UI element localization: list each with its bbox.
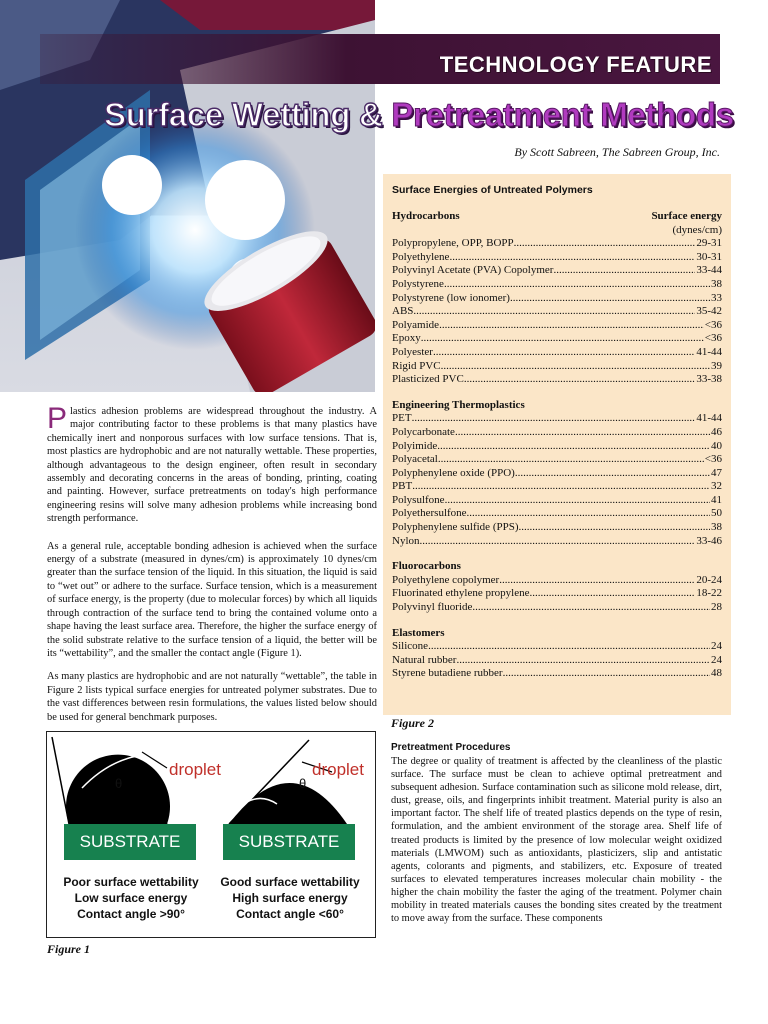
- surface-energy-value: 35-42: [696, 305, 722, 318]
- surface-energy-value: 50: [711, 507, 722, 520]
- intro-paragraph-1-text: lastics adhesion problems are widespread throughout the industry. A major contributing factor to these problems is that many plastics have chemically inert and nonporous surfaces with low surface tensions. That is, most plastics are hydrophobic and are not naturally wettable. These properties, although advantageous to the design engineer, often result in secondary assembly and decorating concerns in the areas of bonding, printing, coating and painting. However, surface pretreatments on today's high performance engineering resins will solve many adhesion problems while increasing bond strength performance.: [47, 406, 377, 525]
- table-row: [392, 654, 722, 668]
- table-row: [392, 412, 722, 426]
- droplet-label-right: droplet: [312, 760, 364, 779]
- table-row: [392, 494, 722, 508]
- polymer-name: Natural rubber: [392, 653, 457, 666]
- table-row: [392, 237, 722, 251]
- title-part-2: Pretreatment Methods: [391, 96, 734, 133]
- polymer-name: Polyethersulfone: [392, 507, 467, 520]
- polymer-name: Polystyrene: [392, 277, 444, 290]
- table-row: [392, 292, 722, 306]
- surface-energy-value: 33-46: [696, 534, 722, 547]
- polymer-name: Polyacetal: [392, 453, 438, 466]
- table-header-row: [392, 210, 722, 224]
- theta-left: θ: [115, 776, 123, 791]
- table-row: [392, 332, 722, 346]
- dot-leader: [467, 507, 710, 521]
- dot-leader: [503, 667, 710, 681]
- polymer-name: Polypropylene, OPP, BOPP: [392, 237, 514, 250]
- polymer-name: Polycarbonate: [392, 425, 455, 438]
- dot-leader: [412, 412, 696, 426]
- left-line-1: Poor surface wettability: [63, 875, 199, 889]
- group-heading: Elastomers: [392, 626, 445, 639]
- polymer-name: Fluorinated ethylene propylene: [392, 587, 530, 600]
- polymer-name: Styrene butadiene rubber: [392, 667, 503, 680]
- intro-paragraph-1: [47, 402, 377, 526]
- dot-leader: [499, 574, 695, 588]
- dot-leader: [529, 587, 695, 601]
- intro-paragraph-3: As many plastics are hydrophobic and are not naturally “wettable”, the table in Figure 2 lists typical surface energies for untreated polymer substrates. Due to the vast differences between resin formulations, the values listed below should be used for general benchmark purposes.: [47, 671, 377, 723]
- surface-energy-value: 47: [711, 466, 722, 479]
- drop-cap: P: [47, 402, 68, 435]
- droplet-label-left: droplet: [169, 760, 221, 779]
- table-row: [392, 251, 722, 265]
- table-row: [392, 587, 722, 601]
- surface-energy-value: 38: [711, 521, 722, 534]
- polymer-name: Polyvinyl Acetate (PVA) Copolymer: [392, 264, 554, 277]
- dot-leader: [437, 440, 710, 454]
- figure-1-contact-angle: [46, 731, 376, 938]
- table-row: [392, 601, 722, 615]
- polymer-name: Polyester: [392, 345, 433, 358]
- surface-energy-value: 33-44: [696, 264, 722, 277]
- table-row: [392, 440, 722, 454]
- table-row: [392, 319, 722, 333]
- surface-energy-value: 32: [711, 480, 722, 493]
- pretreatment-paragraph: The degree or quality of treatment is affected by the cleanliness of the plastic surface. The surface must be clean to achieve optimal pretreatment and subsequent adhesion. Surface contamination such as silicone mold release, dirt, dust, grease, oils, and fingerprints inhibit treatment. Material purity is also an important factor. The shelf life of treated plastics depends on the type of resin, formulation, and the ambient environment of the storage area. Shelf life of treated products is limited by the presence of low molecular weight oxidized materials (LMWOM) such as antioxidants, plasticizers, slip and antistatic agents, colorants and pigments, and stabilizers, etc. Exposure of treated surfaces to elevated temperatures increases molecular chain mobility - the higher the chain mobility the faster the aging of the treatment. Polymer chain mobility in treated materials causes the bonding sites created by the treatment to move away from the surface. These components: [391, 756, 722, 925]
- polymer-name: Polyvinyl fluoride: [392, 601, 473, 614]
- surface-energy-value: <36: [704, 332, 722, 345]
- dot-leader: [445, 494, 710, 508]
- banner-bar: [40, 34, 720, 84]
- dot-leader: [438, 453, 704, 467]
- dot-leader: [515, 467, 710, 481]
- left-line-2: Low surface energy: [74, 891, 188, 905]
- right-line-2: High surface energy: [232, 891, 348, 905]
- surface-energy-value: 33-38: [696, 373, 722, 386]
- dot-leader: [464, 373, 696, 387]
- article-title: [104, 96, 734, 134]
- section-heading: Pretreatment Procedures: [391, 742, 511, 753]
- table-row: [392, 360, 722, 374]
- dot-leader: [472, 601, 710, 615]
- intro-text: [47, 402, 377, 734]
- table-row: [392, 521, 722, 535]
- unit-label: (dynes/cm): [672, 223, 722, 236]
- dot-leader: [421, 332, 704, 346]
- surface-energy-value: <36: [704, 318, 722, 331]
- substrate-left: SUBSTRATE: [64, 824, 196, 860]
- surface-energy-value: 46: [711, 425, 722, 438]
- surface-energy-value: 40: [711, 439, 722, 452]
- polymer-name: Polyamide: [392, 318, 440, 331]
- dot-leader: [412, 480, 710, 494]
- surface-energy-value: 41-44: [696, 412, 722, 425]
- surface-energy-value: 18-22: [696, 587, 722, 600]
- table-row: [392, 278, 722, 292]
- table-title: Surface Energies of Untreated Polymers: [392, 184, 593, 196]
- dot-leader: [413, 305, 695, 319]
- table-row: [392, 426, 722, 440]
- polymer-name: PET: [392, 412, 412, 425]
- polymer-name: Rigid PVC: [392, 359, 441, 372]
- surface-energy-value: 28: [711, 601, 722, 614]
- table-body: [392, 210, 722, 681]
- surface-energy-value: <36: [704, 453, 722, 466]
- surface-energy-value: 33: [711, 291, 722, 304]
- table-row: [392, 507, 722, 521]
- polymer-name: PBT: [392, 480, 413, 493]
- intro-paragraph-2: As a general rule, acceptable bonding adhesion is achieved when the surface energy of a substrate (measured in dynes/cm) is approximately 10 dynes/cm greater than the surface tension of the liquid. In this situation, the liquid is said to “wet out” or adhere to the surface. Surface tension, which is a measurement of surface energy, is the property (due to molecular forces) by which all liquids through contraction of the surface tend to bring the contained volume onto a shape having the least surface area. Therefore, the higher the surface energy of the solid substrate relative to the surface tension of a liquid, the better will be its “wettability”, and the smaller the contact angle (Figure 1).: [47, 540, 377, 659]
- surface-energy-value: 30-31: [696, 250, 722, 263]
- surface-energy-table: [383, 174, 731, 715]
- right-line-1: Good surface wettability: [220, 875, 360, 889]
- polymer-name: Polystyrene (low ionomer): [392, 291, 510, 304]
- left-caption-block: [51, 874, 211, 922]
- dot-leader: [444, 278, 710, 292]
- group-heading: Engineering Thermoplastics: [392, 398, 525, 411]
- polymer-name: Nylon: [392, 534, 420, 547]
- dot-leader: [514, 237, 696, 251]
- polymer-name: Polyethylene: [392, 250, 450, 263]
- surface-energy-value: 20-24: [696, 573, 722, 586]
- polymer-name: Polyimide: [392, 439, 438, 452]
- surface-energy-value: 24: [711, 640, 722, 653]
- surface-energy-value: 39: [711, 359, 722, 372]
- table-row: [392, 467, 722, 481]
- right-line-3: Contact angle <60°: [236, 907, 344, 921]
- polymer-name: Epoxy: [392, 332, 421, 345]
- polymer-name: Polyphenylene oxide (PPO): [392, 466, 515, 479]
- figure-1-caption: Figure 1: [47, 942, 91, 956]
- table-row: [392, 667, 722, 681]
- section-label: TECHNOLOGY FEATURE: [439, 52, 712, 77]
- dot-leader: [456, 654, 710, 668]
- left-line-3: Contact angle >90°: [77, 907, 185, 921]
- table-row: [392, 373, 722, 387]
- table-row: [392, 640, 722, 654]
- table-row: [392, 264, 722, 278]
- substrate-right: SUBSTRATE: [223, 824, 355, 860]
- table-row: [392, 480, 722, 494]
- dot-leader: [455, 426, 710, 440]
- polymer-name: ABS: [392, 305, 414, 318]
- surface-energy-value: 29-31: [696, 237, 722, 250]
- surface-energy-value: 48: [711, 667, 722, 680]
- surface-energy-value: 41-44: [696, 345, 722, 358]
- group-heading: Fluorocarbons: [392, 560, 461, 573]
- polymer-name: Plasticized PVC: [392, 373, 464, 386]
- dot-leader: [428, 640, 710, 654]
- table-row: [392, 346, 722, 360]
- polymer-name: Polyphenylene sulfide (PPS): [392, 521, 519, 534]
- polymer-name: Polysulfone: [392, 493, 445, 506]
- dot-leader: [553, 264, 695, 278]
- group-heading: Hydrocarbons: [392, 210, 460, 222]
- column-header: Surface energy: [651, 210, 722, 222]
- dot-leader: [420, 535, 696, 549]
- byline: By Scott Sabreen, The Sabreen Group, Inc.: [514, 145, 720, 159]
- surface-energy-value: 38: [711, 277, 722, 290]
- surface-energy-value: 41: [711, 493, 722, 506]
- dot-leader: [439, 319, 704, 333]
- dot-leader: [519, 521, 711, 535]
- theta-right: θ: [299, 776, 307, 791]
- polymer-name: Silicone: [392, 640, 429, 653]
- dot-leader: [441, 360, 710, 374]
- dot-leader: [433, 346, 695, 360]
- title-part-1: Surface Wetting &: [104, 96, 392, 133]
- table-row: [392, 305, 722, 319]
- dot-leader: [449, 251, 695, 265]
- surface-energy-value: 24: [711, 653, 722, 666]
- right-caption-block: [210, 874, 370, 922]
- table-row: [392, 574, 722, 588]
- table-row: [392, 453, 722, 467]
- figure-2-caption: Figure 2: [391, 716, 435, 730]
- polymer-name: Polyethylene copolymer: [392, 573, 500, 586]
- table-row: [392, 535, 722, 549]
- dot-leader: [510, 292, 710, 306]
